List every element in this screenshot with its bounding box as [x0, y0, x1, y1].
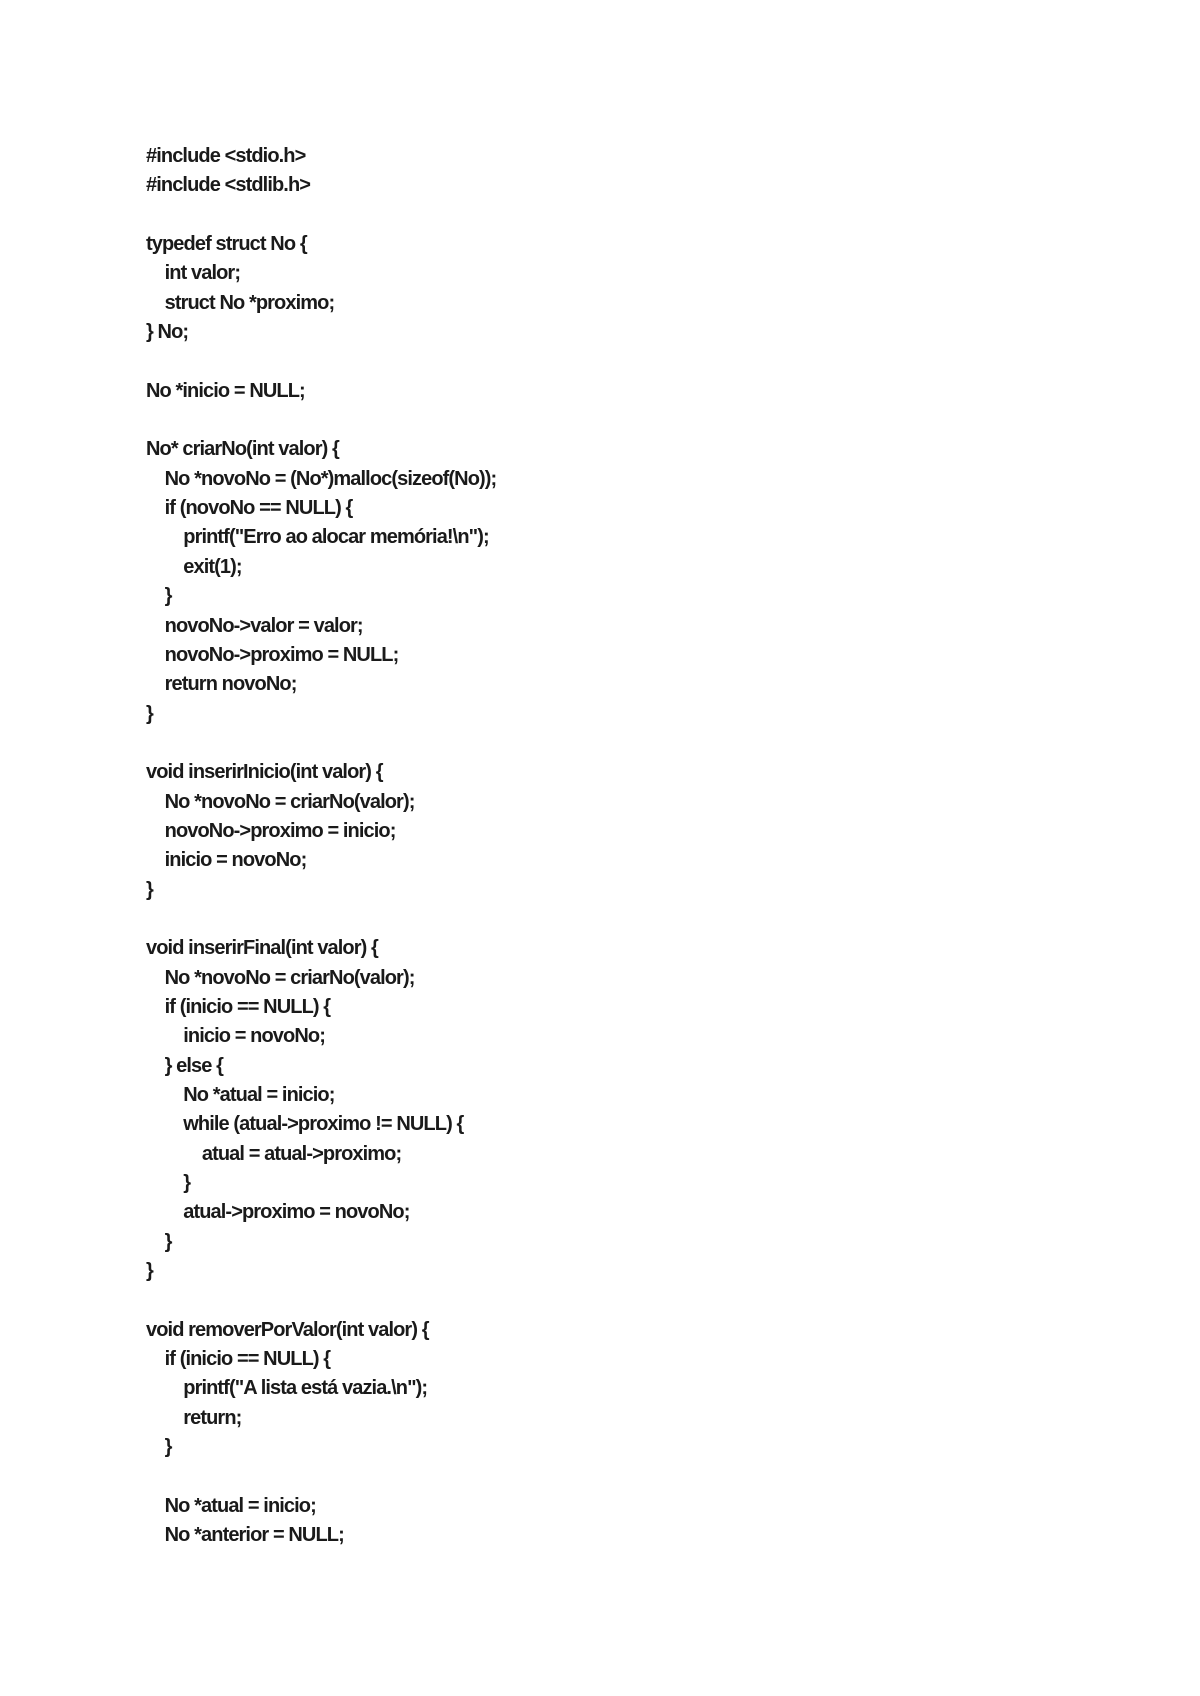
code-line	[146, 1286, 496, 1315]
code-line: No *novoNo = (No*)malloc(sizeof(No));	[146, 467, 497, 490]
code-line: if (inicio == NULL) {	[146, 995, 331, 1018]
code-line: void inserirFinal(int valor) {	[146, 937, 378, 960]
code-line: }	[146, 1260, 153, 1283]
code-line: exit(1);	[146, 555, 242, 578]
code-line: No *novoNo = criarNo(valor);	[146, 790, 415, 813]
code-line: printf("Erro ao alocar memória!\n");	[146, 526, 489, 549]
code-line: novoNo->proximo = inicio;	[146, 819, 396, 842]
code-line: } No;	[146, 321, 189, 344]
code-line: typedef struct No {	[146, 233, 307, 256]
code-line: novoNo->proximo = NULL;	[146, 643, 399, 666]
code-line: No *atual = inicio;	[146, 1084, 335, 1106]
code-line: No *inicio = NULL;	[146, 379, 305, 402]
code-line: atual->proximo = novoNo;	[146, 1201, 410, 1224]
code-line: }	[146, 878, 153, 901]
code-line: int valor;	[146, 262, 241, 285]
code-line	[146, 406, 496, 435]
code-line: No *atual = inicio;	[146, 1494, 316, 1517]
code-line: No *novoNo = criarNo(valor);	[146, 966, 415, 989]
code-line: No *anterior = NULL;	[146, 1524, 344, 1547]
code-line: if (novoNo == NULL) {	[146, 497, 353, 520]
code-line: }	[146, 702, 153, 725]
code-line: void inserirInicio(int valor) {	[146, 761, 383, 784]
code-line	[146, 347, 496, 376]
code-line: inicio = novoNo;	[146, 1025, 325, 1048]
code-line: #include <stdio.h>	[146, 145, 306, 167]
code-line: struct No *proximo;	[146, 291, 335, 314]
code-line: return novoNo;	[146, 673, 297, 696]
code-line: while (atual->proximo != NULL) {	[146, 1113, 464, 1136]
code-line: if (inicio == NULL) {	[146, 1348, 331, 1371]
code-line: void removerPorValor(int valor) {	[146, 1318, 429, 1341]
code-line: }	[146, 1172, 191, 1195]
code-line: atual = atual->proximo;	[146, 1142, 402, 1165]
code-line: }	[146, 585, 172, 608]
code-line: }	[146, 1230, 172, 1253]
code-line: novoNo->valor = valor;	[146, 614, 363, 637]
code-line: No* criarNo(int valor) {	[146, 438, 339, 461]
code-line	[146, 1462, 496, 1491]
code-line: } else {	[146, 1054, 224, 1077]
code-line: }	[146, 1436, 172, 1459]
code-line: #include <stdlib.h>	[146, 174, 311, 197]
code-line: return;	[146, 1406, 242, 1429]
code-line	[146, 729, 496, 758]
code-line	[146, 905, 496, 934]
code-line: printf("A lista está vazia.\n");	[146, 1377, 428, 1400]
code-listing	[146, 142, 496, 1551]
code-line	[146, 201, 496, 230]
code-line: inicio = novoNo;	[146, 849, 307, 872]
